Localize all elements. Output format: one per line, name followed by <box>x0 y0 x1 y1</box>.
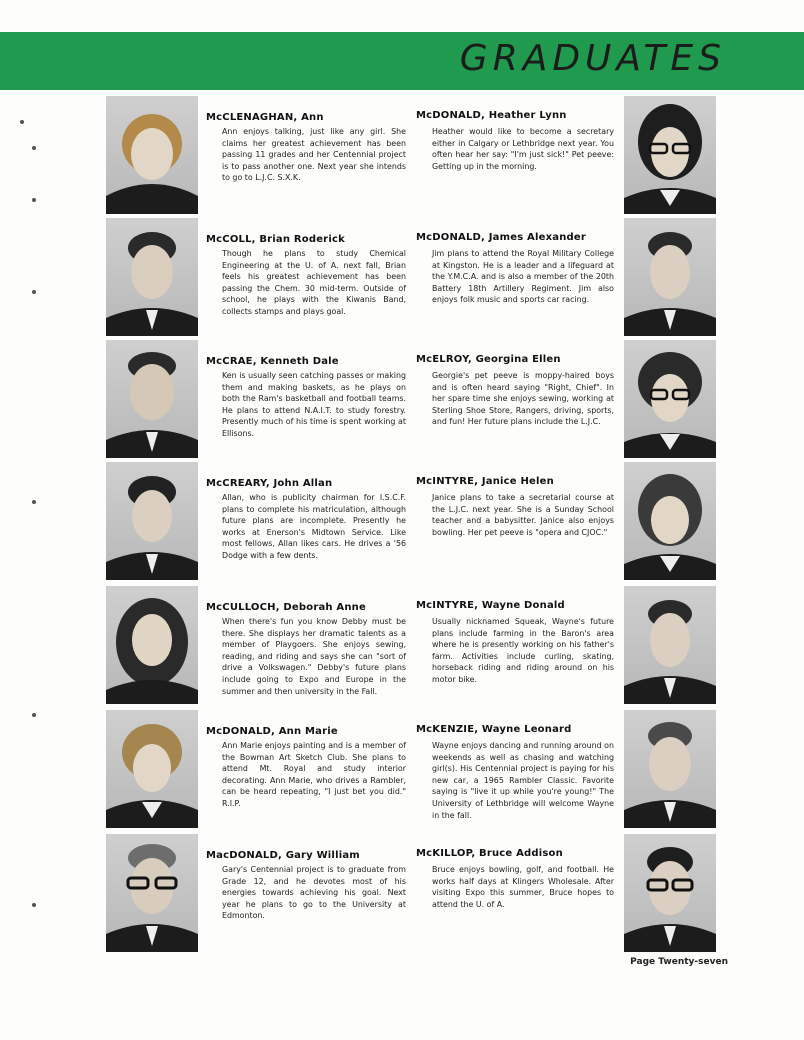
graduate-entry <box>416 340 716 458</box>
page-title: GRADUATES <box>459 38 726 79</box>
page-number: Page Twenty-seven <box>630 957 728 967</box>
graduate-name: McDONALD, Heather Lynn <box>416 110 567 121</box>
graduate-name: McKILLOP, Bruce Addison <box>416 848 563 859</box>
graduate-portrait <box>624 340 716 458</box>
graduate-portrait <box>106 218 198 336</box>
graduate-bio: Bruce enjoys bowling, golf, and football. He works half days at Klingers Wholesale. After visiting Expo this summer, Bruce hopes to attend the U. of A. <box>432 865 614 909</box>
graduate-portrait <box>106 96 198 214</box>
graduate-entry <box>106 218 406 336</box>
graduate-bio: Usually nicknamed Squeak, Wayne's future plans include farming in the Baron's area where he is presently working on his father's farm. Activities include curling, skating, horseback riding and riding around on his motor bike. <box>432 617 614 684</box>
graduate-name: McKENZIE, Wayne Leonard <box>416 724 572 735</box>
graduate-bio: Heather would like to become a secretary either in Calgary or Lethbridge next year. You often hear her say: "I'm just sick!" Pet peeve: Getting up in the morning. <box>432 127 614 171</box>
graduate-entry <box>106 462 406 580</box>
graduate-name: McDONALD, James Alexander <box>416 232 586 243</box>
graduate-portrait <box>106 586 198 704</box>
graduate-entry <box>106 96 406 214</box>
graduate-portrait <box>106 834 198 952</box>
graduate-bio: Allan, who is publicity chairman for I.S.C.F. plans to complete his matriculation, although future plans are incomplete. Presently he works at Enerson's Midtown Service. Like most fellows, Allan likes cars. He drives a '56 Dodge with a few dents. <box>222 493 406 560</box>
graduate-bio: Gary's Centennial project is to graduate from Grade 12, and he devotes most of his energies towards achieving his goal. Next year he plans to go to the University at Edmonton. <box>222 865 406 921</box>
graduate-entry <box>106 834 406 952</box>
graduate-entry <box>416 96 716 214</box>
graduate-name: McDONALD, Ann Marie <box>206 726 338 737</box>
graduate-bio: When there's fun you know Debby must be there. She displays her dramatic talents as a member of Playgoers. She enjoys sewing, reading, and riding and says she can "sort of drive a Volkswagen." Debby's future plans include going to Expo and Europe in the summer and then university in the Fall. <box>222 617 406 696</box>
graduate-name: McCREARY, John Allan <box>206 478 333 489</box>
graduate-bio: Though he plans to study Chemical Engineering at the U. of A. next fall, Brian feels his greatest achievement has been passing the Chem. 30 mid-term. Outside of school, he plays with the Kiwanis Band, collects stamps and plays goal. <box>222 249 406 316</box>
graduate-portrait <box>624 218 716 336</box>
graduate-name: McCRAE, Kenneth Dale <box>206 356 339 367</box>
graduate-name: McCULLOCH, Deborah Anne <box>206 602 366 613</box>
graduate-entry <box>416 586 716 704</box>
graduate-name: McINTYRE, Wayne Donald <box>416 600 565 611</box>
graduate-portrait <box>624 96 716 214</box>
graduate-name: McCLENAGHAN, Ann <box>206 112 324 123</box>
graduate-portrait <box>624 834 716 952</box>
graduate-bio: Jim plans to attend the Royal Military College at Kingston. He is a leader and a lifeguard at the Y.M.C.A. and is also a member of the 20th Battery 18th Artillery Regiment. Jim also enjoys folk music and sports car racing. <box>432 249 614 305</box>
graduate-name: McELROY, Georgina Ellen <box>416 354 561 365</box>
graduate-portrait <box>106 340 198 458</box>
graduate-entry <box>106 340 406 458</box>
graduate-bio: Ken is usually seen catching passes or making them and making baskets, as he plays on both the Ram's basketball and football teams. He plans to attend N.A.I.T. to study forestry. Presently much of his time is spent working at Ellisons. <box>222 371 406 438</box>
graduate-portrait <box>624 462 716 580</box>
graduate-entry <box>416 462 716 580</box>
graduate-bio: Janice plans to take a secretarial course at the L.J.C. next year. She is a Sunday School teacher and a babysitter. Janice also enjoys bowling. Her pet peeve is "opera and CJOC." <box>432 493 614 537</box>
graduate-entry <box>416 710 716 828</box>
graduate-entry <box>106 710 406 828</box>
graduate-name: MacDONALD, Gary William <box>206 850 360 861</box>
graduate-name: McINTYRE, Janice Helen <box>416 476 554 487</box>
graduate-portrait <box>106 462 198 580</box>
graduate-entry <box>416 218 716 336</box>
graduate-bio: Wayne enjoys dancing and running around on weekends as well as chasing and watching girl(s). His Centennial project is paying for his new car, a 1965 Rambler Classic. Favorite saying is "live it up while you're young!" The University of Lethbridge will welcome Wayne in the fall. <box>432 741 614 820</box>
graduate-portrait <box>624 710 716 828</box>
header-banner <box>0 32 804 90</box>
graduate-bio: Ann enjoys talking, just like any girl. She claims her greatest achievement has been passing 11 grades and her Centennial project is to pass another one. Next year she intends to go to L.J.C. S.X.K. <box>222 127 406 183</box>
graduate-portrait <box>106 710 198 828</box>
graduate-portrait <box>624 586 716 704</box>
graduate-entry <box>106 586 406 704</box>
graduate-name: McCOLL, Brian Roderick <box>206 234 345 245</box>
graduate-bio: Ann Marie enjoys painting and is a member of the Bowman Art Sketch Club. She plans to attend Mt. Royal and study interior decorating. Ann Marie, who drives a Rambler, can be heard repeating, "I just bet you did." R.I.P. <box>222 741 406 808</box>
graduate-bio: Georgie's pet peeve is moppy-haired boys and is often heard saying "Right, Chief". In her spare time she enjoys sewing, working at Sterling Shoe Store, Rangers, driving, sports, and fun! Her future plans include the L.J.C. <box>432 371 614 427</box>
graduate-entry <box>416 834 716 952</box>
